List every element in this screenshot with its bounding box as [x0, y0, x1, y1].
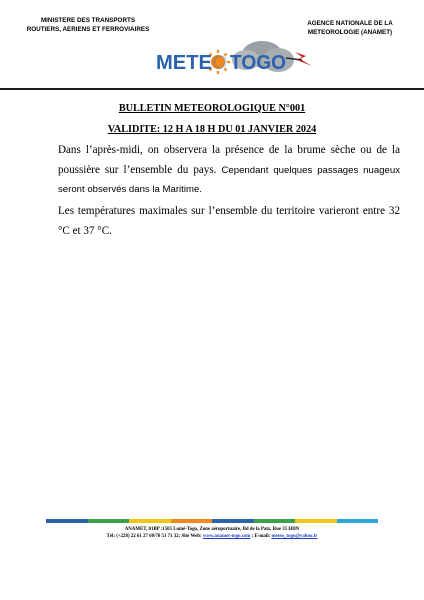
footer-bar-segment: [171, 519, 213, 523]
logo-text-meteo: METE: [156, 52, 212, 74]
agency-line-1: AGENCE NATIONALE DE LA: [307, 20, 393, 27]
footer-bar-segment: [254, 519, 296, 523]
bulletin-validity: VALIDITE: 12 H A 18 H DU 01 JANVIER 2024: [107, 124, 317, 135]
footer-contact: [46, 534, 378, 540]
footer-address: ANAMET, 01BP :1505 Lomé-Togo, Zone aéroportuaire, Bd de la Paix, Rue 35 HDN: [124, 527, 300, 532]
ministry-header: [18, 17, 158, 34]
footer-bar-segment: [295, 519, 337, 523]
forecast-paragraph-1: [58, 141, 400, 200]
footer-bar-segment: [129, 519, 171, 523]
footer-color-bar: [46, 519, 378, 523]
email-link[interactable]: meteo_togo@yahoo.fr: [271, 534, 318, 539]
footer-phone: Tél: (+228) 22 61 27 60/70 51 71 32; Site Web:: [106, 534, 203, 539]
footer-bar-segment: [212, 519, 254, 523]
footer-email-label: ; E-mail:: [250, 534, 272, 539]
footer-bar-segment: [337, 519, 379, 523]
ministry-line-1: MINISTERE DES TRANSPORTS: [40, 17, 136, 24]
footer-bar-segment: [46, 519, 88, 523]
header-divider: [0, 88, 424, 90]
agency-header: [288, 20, 412, 37]
footer-bar-segment: [88, 519, 130, 523]
logo-text-o: O: [212, 52, 228, 74]
ministry-line-2: ROUTIERS, AERIENS ET FERROVIAIRES: [26, 25, 150, 33]
forecast-text-sans: Cependant quelques passages nuageux seront observés dans la Maritime.: [58, 164, 400, 195]
meteo-togo-logo: [150, 36, 320, 86]
agency-line-2: METEOROLOGIE (ANAMET): [307, 28, 393, 36]
forecast-paragraph-2: Les températures maximales sur l’ensemble du territoire varieront entre 32 °C et 37 °C.: [58, 205, 400, 237]
bulletin-title: BULLETIN METEOROLOGIQUE N°001: [118, 103, 306, 114]
logo-text-togo: TOGO: [230, 52, 286, 74]
forecast-text-serif: Dans l’après-midi, on observera la présence de la brume sèche ou de la poussière sur l’ensemble du pays.: [58, 144, 400, 176]
website-link[interactable]: www.anamet-togo.com: [202, 534, 251, 539]
